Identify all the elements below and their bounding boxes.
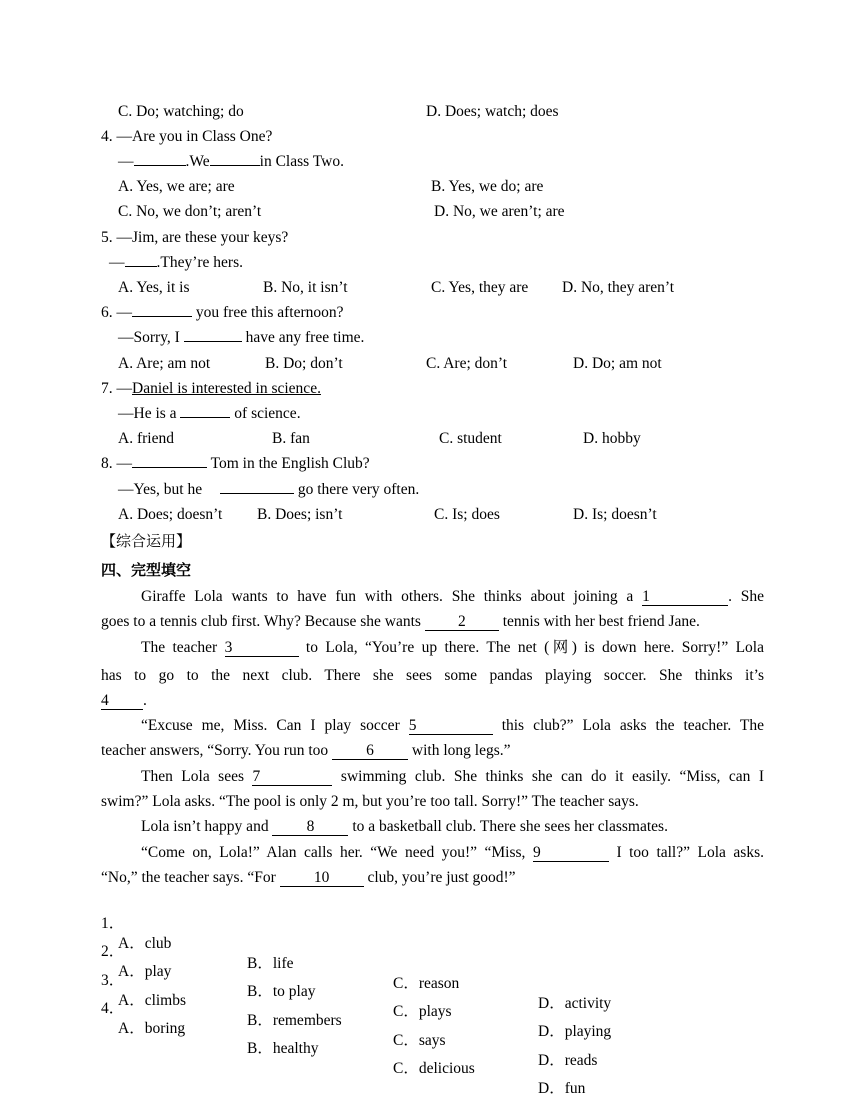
option-number: 4． [101,1000,125,1017]
cloze-blank-2[interactable]: 2 [425,613,499,631]
q8-stem: 8. — Tom in the English Club? [101,455,370,472]
option-number: 2． [101,943,125,960]
cloze-blank-9[interactable]: 9 [533,844,609,862]
option-d: D．fun [538,1080,586,1097]
q7-option-a: A. friend [118,430,174,447]
option-a: A．play [118,963,172,980]
q6-reply: —Sorry, I have any free time. [118,329,365,346]
option-b: B．remembers [247,1012,342,1029]
q6-option-c: C. Are; don’t [426,355,508,372]
answer-blank[interactable] [134,165,186,166]
q5-option-a: A. Yes, it is [118,279,190,296]
cloze-blank-10[interactable]: 10 [280,869,364,887]
q5-option-b: B. No, it isn’t [263,279,348,296]
option-b: B．life [247,955,294,972]
q6-option-b: B. Do; don’t [265,355,343,372]
passage-line: Giraffe Lola wants to have fun with others. She thinks about joining a 1 . She [141,588,765,605]
option-b: B．to play [247,983,316,1000]
answer-blank[interactable] [184,341,242,342]
option-c: C．delicious [393,1060,475,1077]
answer-blank[interactable] [125,266,157,267]
cloze-blank-4[interactable]: 4 [101,692,143,710]
cloze-blank-5[interactable]: 5 [409,717,493,735]
q5-stem: 5. —Jim, are these your keys? [101,229,289,246]
q8-option-a: A. Does; doesn’t [118,506,223,523]
section-header: 【综合运用】 [101,532,192,550]
q7-option-b: B. fan [272,430,310,447]
q4-stem: 4. —Are you in Class One? [101,128,273,145]
cloze-blank-1[interactable]: 1 [642,588,728,606]
q8-option-d: D. Is; doesn’t [573,506,657,523]
answer-blank[interactable] [180,417,230,418]
option-d: D．playing [538,1023,612,1040]
q5-option-c: C. Yes, they are [431,279,529,296]
passage-line: “No,” the teacher says. “For 10 club, you’re just good!” [101,869,516,886]
passage-line: Then Lola sees 7 swimming club. She thinks she can do it easily. “Miss, can I [141,768,764,785]
passage-line: “Excuse me, Miss. Can I play soccer 5 this club?” Lola asks the teacher. The [141,717,764,734]
q4-option-c: C. No, we don’t; aren’t [118,203,262,220]
q6-stem: 6. — you free this afternoon? [101,304,344,321]
q8-option-c: C. Is; does [434,506,500,523]
cloze-blank-8[interactable]: 8 [272,818,348,836]
q3-option-d: D. Does; watch; does [426,103,559,120]
option-c: C．plays [393,1003,452,1020]
q6-option-d: D. Do; am not [573,355,662,372]
q6-option-a: A. Are; am not [118,355,211,372]
q8-reply: —Yes, but he go there very often. [118,481,420,498]
q4-option-a: A. Yes, we are; are [118,178,235,195]
cloze-blank-7[interactable]: 7 [252,768,332,786]
q7-reply: —He is a of science. [118,405,301,422]
passage-line: has to go to the next club. There she sees some pandas playing soccer. She thinks it’s [101,667,764,684]
q7-option-c: C. student [439,430,502,447]
cloze-blank-6[interactable]: 6 [332,742,408,760]
option-a: A．club [118,935,172,952]
q7-stem: 7. —Daniel is interested in science. [101,380,321,397]
option-b: B．healthy [247,1040,319,1057]
q4-option-d: D. No, we aren’t; are [434,203,565,220]
passage-line: The teacher 3 to Lola, “You’re up there. The net (网) is down here. Sorry!” Lola [141,639,764,656]
passage-line: Lola isn’t happy and 8 to a basketball club. There she sees her classmates. [141,818,668,835]
cloze-blank-3[interactable]: 3 [225,639,299,657]
option-d: D．activity [538,995,612,1012]
q4-reply: — .We in Class Two. [118,153,344,170]
q8-option-b: B. Does; isn’t [257,506,343,523]
option-d: D．reads [538,1052,598,1069]
option-a: A．climbs [118,992,187,1009]
answer-blank[interactable] [210,165,260,166]
passage-line: 4 . [101,692,147,709]
option-a: A．boring [118,1020,186,1037]
option-number: 1． [101,915,125,932]
answer-blank[interactable] [132,316,192,317]
answer-blank[interactable] [220,493,294,494]
q4-option-b: B. Yes, we do; are [431,178,544,195]
q5-reply: — .They’re hers. [109,254,243,271]
q7-option-d: D. hobby [583,430,641,447]
passage-line: goes to a tennis club first. Why? Because she wants 2 tennis with her best friend Jane. [101,613,700,630]
passage-line: teacher answers, “Sorry. You run too 6 with long legs.” [101,742,511,759]
passage-line: swim?” Lola asks. “The pool is only 2 m, but you’re too tall. Sorry!” The teacher says. [101,793,639,810]
option-number: 3． [101,972,125,989]
answer-blank[interactable] [132,467,207,468]
passage-line: “Come on, Lola!” Alan calls her. “We need you!” “Miss, 9 I too tall?” Lola asks. [141,844,764,861]
q5-option-d: D. No, they aren’t [562,279,675,296]
q3-option-c: C. Do; watching; do [118,103,244,120]
option-c: C．says [393,1032,446,1049]
option-c: C．reason [393,975,460,992]
section-title: 四、完型填空 [101,561,192,579]
